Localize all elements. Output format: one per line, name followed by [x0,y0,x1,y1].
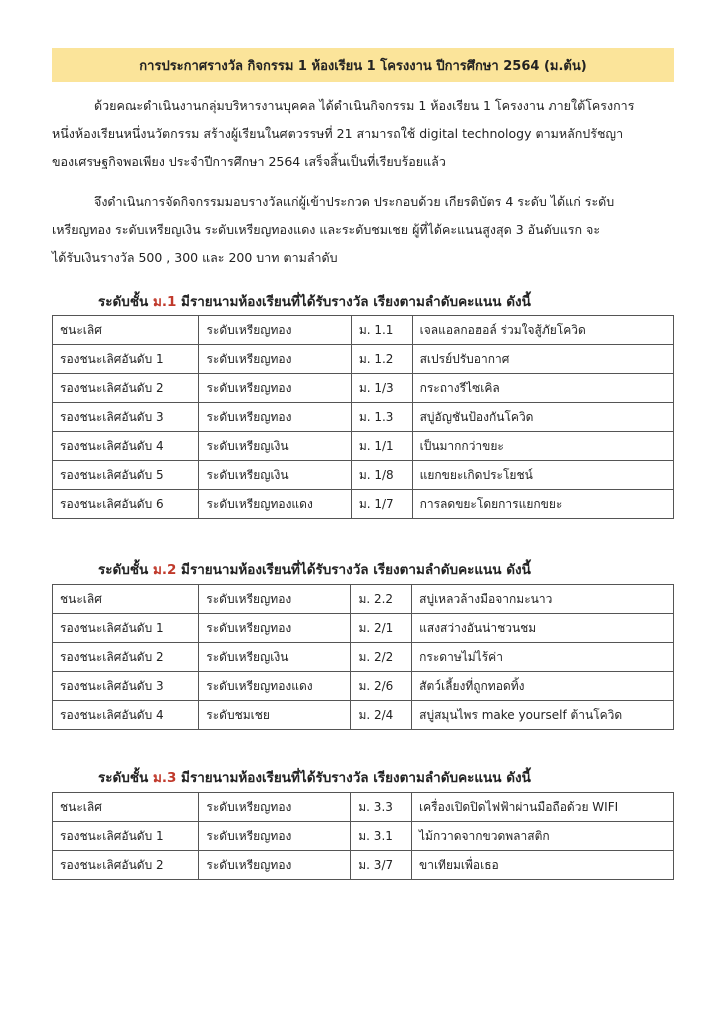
medal-level-cell: ระดับเหรียญทอง [199,585,351,614]
medal-level-cell: ระดับเหรียญเงิน [199,643,351,672]
class-room-cell: ม. 3/7 [351,851,412,880]
class-room-cell: ม. 2/4 [351,701,412,730]
award-rank-cell: รองชนะเลิศอันดับ 5 [53,461,199,490]
details-line: เหรียญทอง ระดับเหรียญเงิน ระดับเหรียญทองแดง และระดับชมเชย ผู้ที่ได้คะแนนสูงสุด 3 อันดับแรก จะ [52,222,601,237]
medal-level-cell: ระดับเหรียญทอง [199,403,351,432]
medal-level-cell: ระดับชมเชย [199,701,351,730]
table-row [53,461,674,490]
project-name-cell: เป็นมากกว่าขยะ [412,432,673,461]
awards-table-m3 [52,792,674,880]
table-row [53,822,674,851]
medal-level-cell: ระดับเหรียญทอง [199,851,351,880]
section-heading-m2 [98,558,531,580]
award-rank-cell: รองชนะเลิศอันดับ 2 [53,374,199,403]
table-row [53,672,674,701]
table-row [53,701,674,730]
class-room-cell: ม. 2/1 [351,614,412,643]
project-name-cell: เจลแอลกอฮอล์ ร่วมใจสู้ภัยโควิด [412,316,673,345]
class-room-cell: ม. 2.2 [351,585,412,614]
section-heading-suffix: มีรายนามห้องเรียนที่ได้รับรางวัล เรียงตามลำดับคะแนน ดังนี้ [176,294,531,310]
medal-level-cell: ระดับเหรียญทองแดง [199,672,351,701]
project-name-cell: สบู่เหลวล้างมือจากมะนาว [412,585,674,614]
table-row [53,851,674,880]
grade-level: ม.2 [152,562,177,578]
medal-level-cell: ระดับเหรียญทองแดง [199,490,351,519]
section-heading-suffix: มีรายนามห้องเรียนที่ได้รับรางวัล เรียงตามลำดับคะแนน ดังนี้ [176,562,531,578]
section-heading-prefix: ระดับชั้น [98,770,153,786]
details-line: จึงดำเนินการจัดกิจกรรมมอบรางวัลแก่ผู้เข้าประกวด ประกอบด้วย เกียรติบัตร 4 ระดับ ได้แก่ ระดับ [94,194,615,209]
award-rank-cell: รองชนะเลิศอันดับ 1 [53,614,199,643]
details-line: ได้รับเงินรางวัล 500 , 300 และ 200 บาท ตามลำดับ [52,250,338,265]
table-row [53,374,674,403]
intro-line: หนึ่งห้องเรียนหนึ่งนวัตกรรม สร้างผู้เรียนในศตวรรษที่ 21 สามารถใช้ digital technology ตามหลักปรัชญา [52,126,624,141]
project-name-cell: สัตว์เลี้ยงที่ถูกทอดทิ้ง [412,672,674,701]
medal-level-cell: ระดับเหรียญเงิน [199,432,351,461]
award-rank-cell: รองชนะเลิศอันดับ 2 [53,643,199,672]
project-name-cell: สบู่อัญชันป้องกันโควิด [412,403,673,432]
section-heading-prefix: ระดับชั้น [98,294,153,310]
intro-line: ของเศรษฐกิจพอเพียง ประจำปีการศึกษา 2564 เสร็จสิ้นเป็นที่เรียบร้อยแล้ว [52,154,446,169]
medal-level-cell: ระดับเหรียญทอง [199,793,351,822]
table-row [53,614,674,643]
intro-paragraph [52,92,674,176]
class-room-cell: ม. 2/6 [351,672,412,701]
project-name-cell: กระดาษไม่ไร้ค่า [412,643,674,672]
medal-level-cell: ระดับเหรียญเงิน [199,461,351,490]
award-rank-cell: รองชนะเลิศอันดับ 3 [53,403,199,432]
class-room-cell: ม. 1.3 [351,403,412,432]
class-room-cell: ม. 1/3 [351,374,412,403]
medal-level-cell: ระดับเหรียญทอง [199,614,351,643]
grade-level: ม.3 [152,770,177,786]
project-name-cell: แสงสว่างอันน่าชวนชม [412,614,674,643]
section-heading-m1 [98,290,531,312]
project-name-cell: การลดขยะโดยการแยกขยะ [412,490,673,519]
award-rank-cell: รองชนะเลิศอันดับ 4 [53,432,199,461]
award-details-paragraph [52,188,674,272]
class-room-cell: ม. 3.3 [351,793,412,822]
project-name-cell: ไม้กวาดจากขวดพลาสติก [412,822,674,851]
class-room-cell: ม. 1.2 [351,345,412,374]
table-row [53,316,674,345]
table-row [53,490,674,519]
awards-table-m1 [52,315,674,519]
project-name-cell: เครื่องเปิดปิดไฟฟ้าผ่านมือถือด้วย WIFI [412,793,674,822]
project-name-cell: ขาเทียมเพื่อเธอ [412,851,674,880]
class-room-cell: ม. 1.1 [351,316,412,345]
project-name-cell: สบู่สมุนไพร make yourself ต้านโควิด [412,701,674,730]
award-rank-cell: ชนะเลิศ [53,585,199,614]
table-row [53,643,674,672]
award-rank-cell: รองชนะเลิศอันดับ 1 [53,822,199,851]
class-room-cell: ม. 1/8 [351,461,412,490]
table-row [53,793,674,822]
medal-level-cell: ระดับเหรียญทอง [199,316,351,345]
announcement-title-text: การประกาศรางวัล กิจกรรม 1 ห้องเรียน 1 โครงงาน ปีการศึกษา 2564 (ม.ต้น) [139,58,587,74]
class-room-cell: ม. 1/1 [351,432,412,461]
award-rank-cell: รองชนะเลิศอันดับ 3 [53,672,199,701]
table-row [53,432,674,461]
section-heading-m3 [98,766,531,788]
award-rank-cell: ชนะเลิศ [53,793,199,822]
medal-level-cell: ระดับเหรียญทอง [199,345,351,374]
class-room-cell: ม. 2/2 [351,643,412,672]
award-rank-cell: รองชนะเลิศอันดับ 1 [53,345,199,374]
medal-level-cell: ระดับเหรียญทอง [199,374,351,403]
award-rank-cell: รองชนะเลิศอันดับ 2 [53,851,199,880]
table-row [53,345,674,374]
class-room-cell: ม. 3.1 [351,822,412,851]
project-name-cell: สเปรย์ปรับอากาศ [412,345,673,374]
project-name-cell: กระถางรีไซเคิล [412,374,673,403]
table-row [53,403,674,432]
class-room-cell: ม. 1/7 [351,490,412,519]
intro-line: ด้วยคณะดำเนินงานกลุ่มบริหารงานบุคคล ได้ดำเนินกิจกรรม 1 ห้องเรียน 1 โครงงาน ภายใต้โครงการ [94,98,635,113]
medal-level-cell: ระดับเหรียญทอง [199,822,351,851]
announcement-title [52,48,674,82]
section-heading-prefix: ระดับชั้น [98,562,153,578]
awards-table-m2 [52,584,674,730]
project-name-cell: แยกขยะเกิดประโยชน์ [412,461,673,490]
award-rank-cell: ชนะเลิศ [53,316,199,345]
award-rank-cell: รองชนะเลิศอันดับ 6 [53,490,199,519]
table-row [53,585,674,614]
award-rank-cell: รองชนะเลิศอันดับ 4 [53,701,199,730]
grade-level: ม.1 [152,294,177,310]
section-heading-suffix: มีรายนามห้องเรียนที่ได้รับรางวัล เรียงตามลำดับคะแนน ดังนี้ [176,770,531,786]
